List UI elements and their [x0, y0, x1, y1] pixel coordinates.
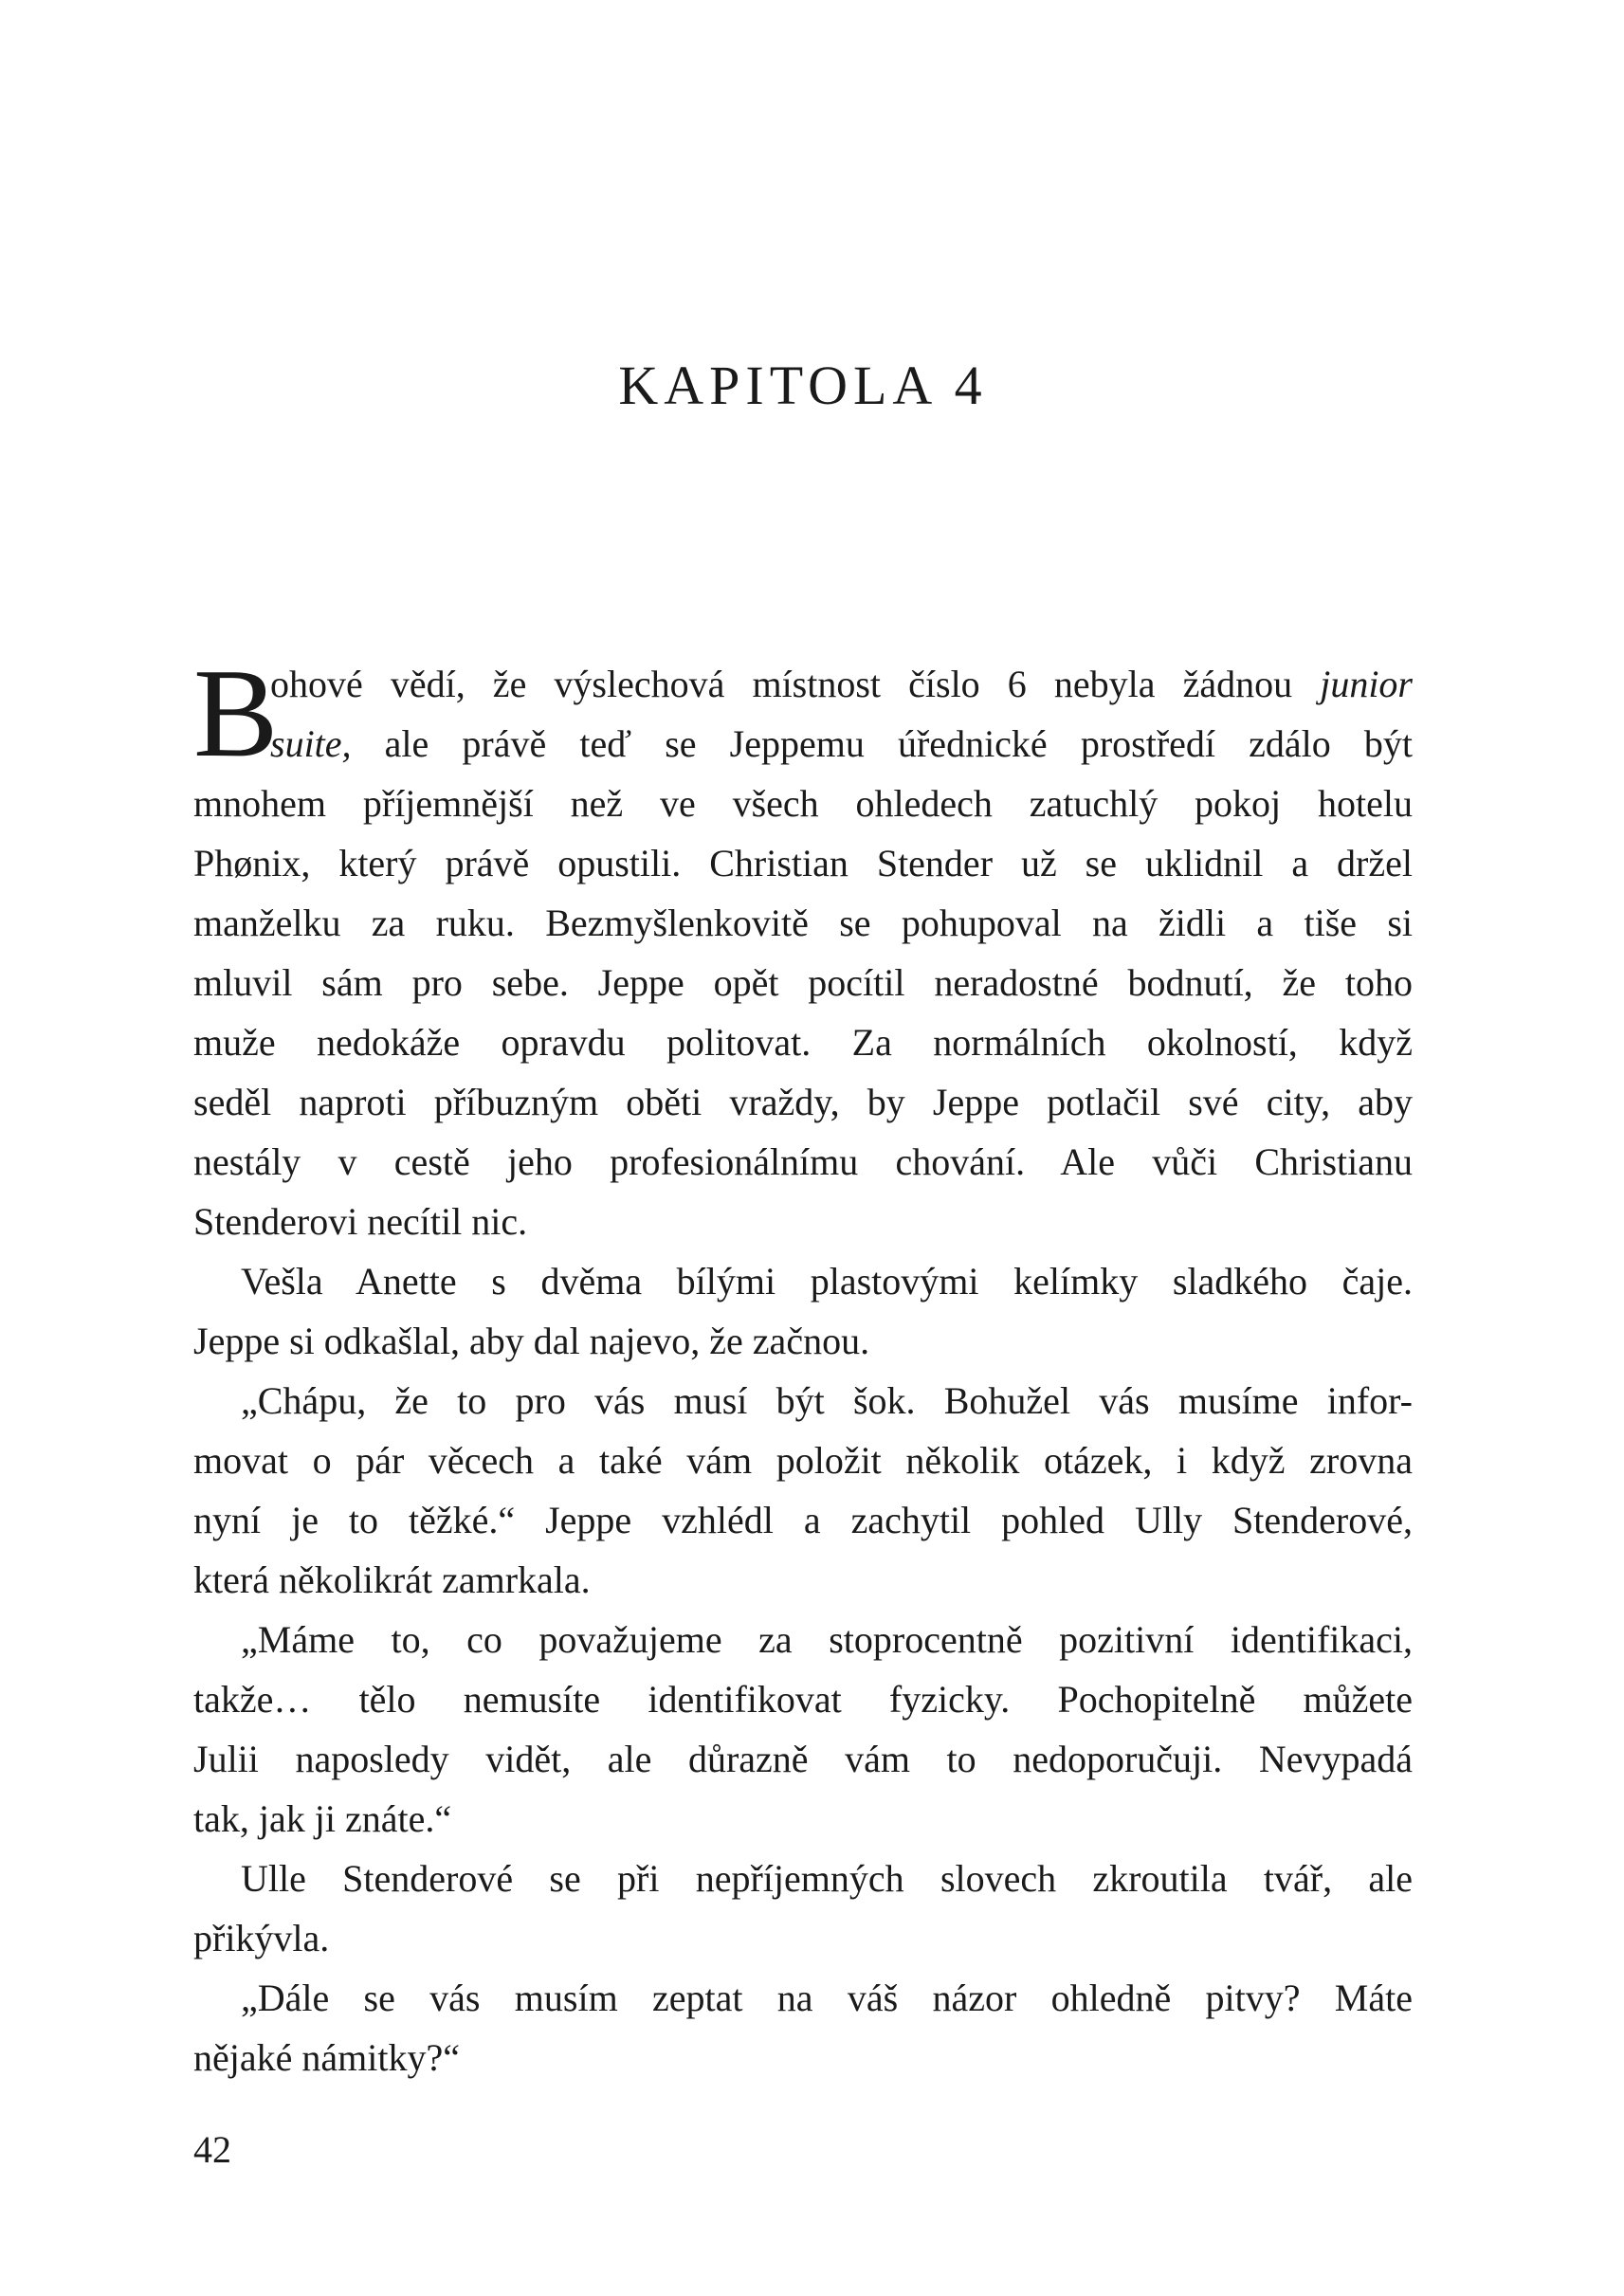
text-line: mluvil sám pro sebe. Jeppe opět pocítil neradostné bodnutí, že toho — [193, 961, 1413, 1004]
text-line: přikývla. — [193, 1917, 330, 1959]
text-segment: ohové vědí, že výslechová místnost číslo 6 nebyla žádnou — [270, 663, 1321, 705]
text-line: tak, jak ji znáte.“ — [193, 1797, 452, 1840]
drop-cap: B — [193, 643, 279, 783]
text-line: takže… tělo nemusíte identifikovat fyzicky. Pochopitelně můžete — [193, 1678, 1413, 1721]
text-line: „Máme to, co považujeme za stoprocentně pozitivní identifikaci, — [241, 1618, 1413, 1661]
text-line: Phønix, který právě opustili. Christian Stender už se uklidnil a držel — [193, 842, 1413, 884]
italic-text: suite, — [270, 722, 352, 765]
page-number: 42 — [193, 2128, 231, 2171]
text-line: nějaké námitky?“ — [193, 2036, 460, 2079]
body-text — [193, 654, 1413, 2087]
text-line: Vešla Anette s dvěma bílými plastovými kelímky sladkého čaje. — [241, 1260, 1413, 1303]
text-line: Jeppe si odkašlal, aby dal najevo, že začnou. — [193, 1320, 870, 1362]
text-line: která několikrát zamrkala. — [193, 1558, 591, 1601]
text-line: muže nedokáže opravdu politovat. Za normálních okolností, když — [193, 1021, 1413, 1064]
text-line: seděl naproti příbuzným oběti vraždy, by Jeppe potlačil své city, aby — [193, 1081, 1413, 1123]
text-line: „Dále se vás musím zeptat na váš názor ohledně pitvy? Máte — [241, 1977, 1413, 2019]
text-line: manželku za ruku. Bezmyšlenkovitě se pohupoval na židli a tiše si — [193, 902, 1413, 944]
text-line: nestály v cestě jeho profesionálnímu chování. Ale vůči Christianu — [193, 1140, 1413, 1183]
chapter-title: KAPITOLA 4 — [618, 355, 988, 416]
italic-text: junior — [1320, 663, 1413, 705]
text-line: Stenderovi necítil nic. — [193, 1200, 528, 1243]
text-line: mnohem příjemnější než ve všech ohledech zatuchlý pokoj hotelu — [193, 782, 1413, 825]
text-line: Julii naposledy vidět, ale důrazně vám to nedoporučuji. Nevypadá — [193, 1738, 1413, 1780]
text-line: „Chápu, že to pro vás musí být šok. Bohužel vás musíme infor- — [241, 1379, 1413, 1422]
text-line: movat o pár věcech a také vám položit několik otázek, i když zrovna — [193, 1439, 1413, 1482]
text-line: Ulle Stenderové se při nepříjemných slovech zkroutila tvář, ale — [241, 1857, 1413, 1900]
text-line — [193, 714, 1413, 774]
text-line — [193, 654, 1413, 714]
text-segment: ale právě teď se Jeppemu úřednické prostředí zdálo být — [351, 722, 1413, 765]
text-line: nyní je to těžké.“ Jeppe vzhlédl a zachytil pohled Ully Stenderové, — [193, 1499, 1413, 1541]
